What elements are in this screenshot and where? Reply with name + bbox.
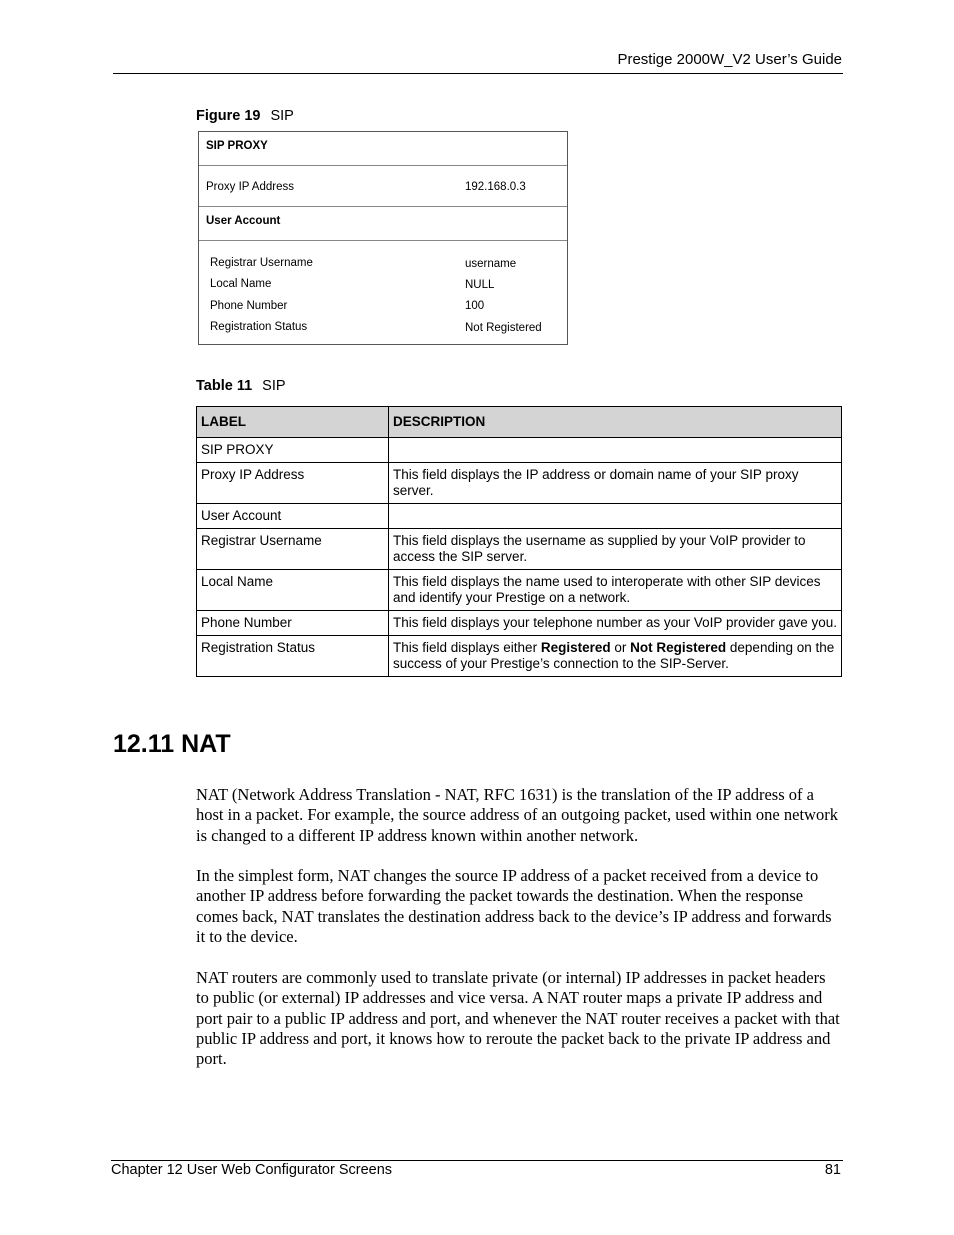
- figure-label: Figure 19: [196, 108, 261, 124]
- col-header-description: DESCRIPTION: [389, 407, 842, 438]
- sip-field-table: [196, 406, 842, 677]
- row-label: Proxy IP Address: [197, 463, 389, 504]
- section-heading: 12.11 NAT: [113, 730, 231, 758]
- row-description: [389, 636, 842, 677]
- row-description: [389, 438, 842, 463]
- col-header-label: LABEL: [197, 407, 389, 438]
- fig-user-account-heading: User Account: [206, 215, 281, 227]
- body-paragraph: NAT (Network Address Translation - NAT, RFC 1631) is the translation of the IP address of a host in a packet. For example, the source address of an outgoing packet, used within one network is changed to a different IP address known within another network.: [196, 785, 838, 845]
- desc-text: This field displays either: [393, 640, 541, 655]
- desc-bold-not-registered: Not Registered: [630, 640, 727, 655]
- body-paragraph: In the simplest form, NAT changes the source IP address of a packet received from a device to another IP address before forwarding the packet towards the destination. When the response comes back, NAT translates the destination address back to the device’s IP address and forwards it to the device.: [196, 866, 832, 946]
- page-number: 81: [824, 1162, 841, 1178]
- table-caption: [196, 378, 286, 394]
- footer-chapter: Chapter 12 User Web Configurator Screens: [111, 1162, 393, 1178]
- table-row: [197, 529, 842, 570]
- desc-bold-registered: Registered: [540, 640, 611, 655]
- table-row: [197, 570, 842, 611]
- row-label: User Account: [197, 504, 389, 529]
- row-description: This field displays the IP address or domain name of your SIP proxy server.: [389, 463, 842, 504]
- table-row: [197, 611, 842, 636]
- table-row: [197, 463, 842, 504]
- running-header: Prestige 2000W_V2 User’s Guide: [617, 51, 842, 68]
- row-description: This field displays your telephone number as your VoIP provider gave you.: [389, 611, 842, 636]
- row-label: Local Name: [197, 570, 389, 611]
- row-label: Registration Status: [197, 636, 389, 677]
- fig-proxy-ip-label: Proxy IP Address: [206, 181, 294, 193]
- desc-text: depending on the success of your Prestige’s connection to the SIP-Server.: [393, 640, 835, 671]
- table-label: Table 11: [196, 378, 253, 394]
- row-description: This field displays the name used to interoperate with other SIP devices and identify your Prestige on a network.: [389, 570, 842, 611]
- footer-rule: [111, 1160, 843, 1161]
- fig-proxy-ip-value: 192.168.0.3: [465, 181, 526, 193]
- fig-phone-number-label: Phone Number: [210, 300, 288, 312]
- fig-divider: [199, 165, 567, 166]
- row-label: SIP PROXY: [197, 438, 389, 463]
- fig-local-name-label: Local Name: [210, 278, 272, 290]
- fig-local-name-value: NULL: [465, 279, 495, 291]
- row-description: [389, 504, 842, 529]
- table-row: [197, 636, 842, 677]
- table-row: [197, 504, 842, 529]
- row-label: Registrar Username: [197, 529, 389, 570]
- fig-divider: [199, 206, 567, 207]
- fig-registrar-username-label: Registrar Username: [210, 257, 313, 269]
- header-rule: [113, 73, 843, 74]
- row-description: This field displays the username as supplied by your VoIP provider to access the SIP server.: [389, 529, 842, 570]
- fig-registrar-username-value: username: [465, 258, 517, 270]
- sip-screenshot-figure: [198, 131, 568, 345]
- table-title: SIP: [262, 378, 286, 394]
- fig-divider: [199, 240, 567, 241]
- fig-phone-number-value: 100: [465, 300, 485, 312]
- body-paragraph: NAT routers are commonly used to translate private (or internal) IP addresses in packet headers to public (or external) IP addresses and vice versa. A NAT router maps a private IP address and port pair to a public IP address and port, and whenever the NAT router receives a packet with that public IP address and port, it knows how to reroute the packet back to the private IP address and port.: [196, 968, 840, 1069]
- table-row: [197, 438, 842, 463]
- figure-title: SIP: [270, 108, 294, 124]
- fig-sip-proxy-heading: SIP PROXY: [206, 140, 268, 152]
- desc-text: or: [610, 640, 631, 655]
- fig-registration-status-label: Registration Status: [210, 321, 308, 333]
- figure-caption: [196, 108, 294, 124]
- table-header-row: [197, 407, 842, 438]
- row-label: Phone Number: [197, 611, 389, 636]
- fig-registration-status-value: Not Registered: [465, 322, 542, 334]
